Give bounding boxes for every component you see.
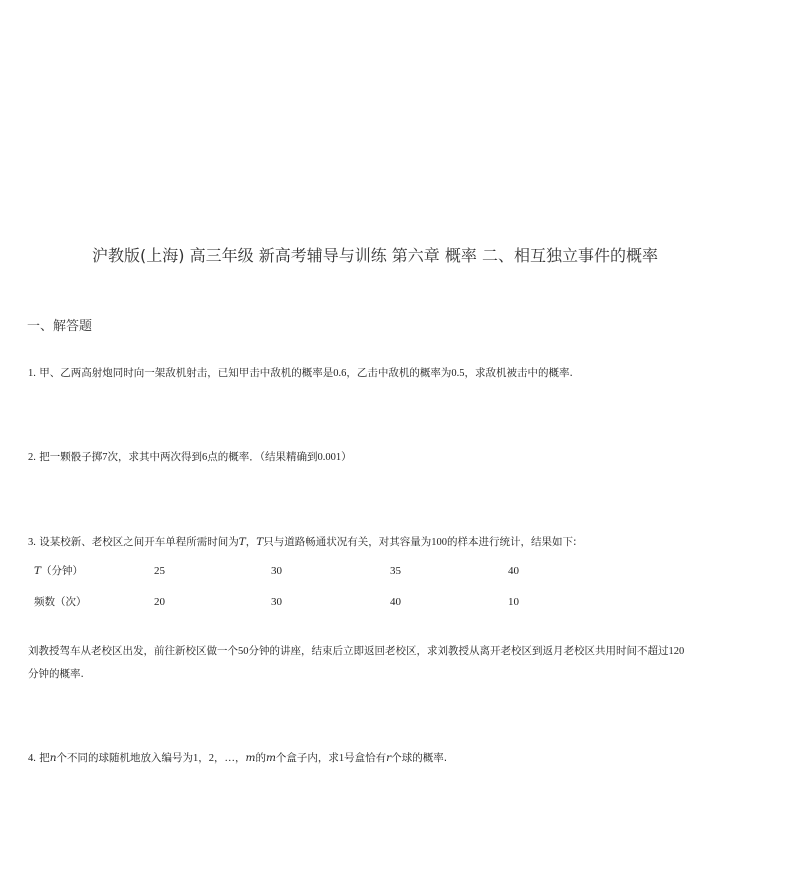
question-4-text-c: 的 bbox=[255, 752, 266, 764]
question-3-para-c: 分钟的概率. bbox=[28, 668, 84, 680]
question-1-prob-b: 0.5 bbox=[451, 368, 465, 379]
question-4-text-b: 个不同的球随机地放入编号为 bbox=[56, 752, 193, 764]
question-4-number: 4. bbox=[28, 753, 36, 764]
question-3-para-a: 刘教授驾车从老校区出发，前往新校区做一个 bbox=[28, 645, 238, 657]
question-2-face: 6 bbox=[201, 452, 208, 463]
question-2-text-c: 点的概率．（结果精确到 bbox=[207, 451, 318, 463]
question-4-box-number: 1 bbox=[338, 753, 345, 764]
document-title: 沪教版(上海) 高三年级 新高考辅导与训练 第六章 概率 二、相互独立事件的概率 bbox=[92, 246, 658, 265]
question-1-text-b: ，乙击中敌机的概率为 bbox=[346, 367, 452, 379]
question-3-lecture-minutes: 50 bbox=[238, 646, 249, 657]
question-4-sequence: 1，2，…， bbox=[192, 753, 246, 764]
question-1-text-a: 甲、乙两高射炮同时向一架敌机射击，已知甲击中敌机的概率是 bbox=[39, 367, 334, 379]
question-2-precision: 0.001 bbox=[317, 452, 342, 463]
question-3-var-t: T bbox=[238, 536, 246, 548]
question-4-var-m-2: m bbox=[265, 752, 276, 764]
table-unit-minutes: （分钟） bbox=[41, 565, 84, 577]
table-cell: 10 bbox=[508, 596, 519, 608]
question-4-var-n: n bbox=[49, 752, 57, 764]
question-1-number: 1. bbox=[28, 368, 36, 379]
question-4-text-f: 个球的概率. bbox=[391, 752, 448, 764]
question-2-throws: 7 bbox=[102, 452, 108, 463]
table-cell: 30 bbox=[271, 565, 282, 577]
table-cell: 30 bbox=[271, 596, 282, 608]
table-cell: 35 bbox=[390, 565, 401, 577]
question-2-text-d: ） bbox=[341, 451, 352, 463]
question-4-text-e: 号盒恰有 bbox=[344, 752, 387, 764]
question-3-text-d: 的样本进行统计，结果如下: bbox=[447, 536, 577, 548]
table-cell: 20 bbox=[154, 596, 165, 608]
question-3 bbox=[28, 531, 577, 554]
question-3-number: 3. bbox=[28, 537, 36, 548]
table-row-label-time bbox=[34, 560, 83, 582]
question-1-prob-a: 0.6 bbox=[333, 368, 347, 379]
table-var-t: T bbox=[34, 565, 42, 577]
question-3-text-a: 设某校新、老校区之间开车单程所需时间为 bbox=[39, 536, 239, 548]
question-2-text-a: 把一颗骰子掷 bbox=[39, 451, 103, 463]
table-cell: 25 bbox=[154, 565, 165, 577]
question-2-text-b: 次，求其中两次得到 bbox=[107, 451, 202, 463]
question-3-sample-size: 100 bbox=[431, 537, 447, 548]
question-3-para-b: 分钟的讲座，结束后立即返回老校区，求刘教授从离开老校区到返月老校区共用时间不超过 bbox=[248, 645, 669, 657]
question-3-limit: 120 bbox=[668, 646, 685, 657]
question-4-var-r: r bbox=[386, 752, 392, 764]
question-2-number: 2. bbox=[28, 452, 36, 463]
table-row-label-frequency: 频数（次） bbox=[34, 596, 87, 608]
question-3-text-b: ， bbox=[245, 536, 257, 548]
question-4-var-m: m bbox=[245, 752, 256, 764]
question-1-text-c: ，求敌机被击中的概率. bbox=[464, 367, 573, 379]
table-cell: 40 bbox=[508, 565, 519, 577]
table-cell: 40 bbox=[390, 596, 401, 608]
question-3-var-t-2: T bbox=[256, 536, 264, 548]
question-3-text-c: 只与道路畅通状况有关，对其容量为 bbox=[263, 536, 432, 548]
question-1 bbox=[28, 362, 573, 385]
question-4-text-a: 把 bbox=[39, 752, 50, 764]
question-2 bbox=[28, 446, 352, 469]
section-heading: 一、解答题 bbox=[27, 319, 93, 334]
question-3-paragraph bbox=[28, 640, 728, 686]
question-4-text-d: 个盒子内，求 bbox=[275, 752, 339, 764]
question-4 bbox=[28, 747, 447, 770]
